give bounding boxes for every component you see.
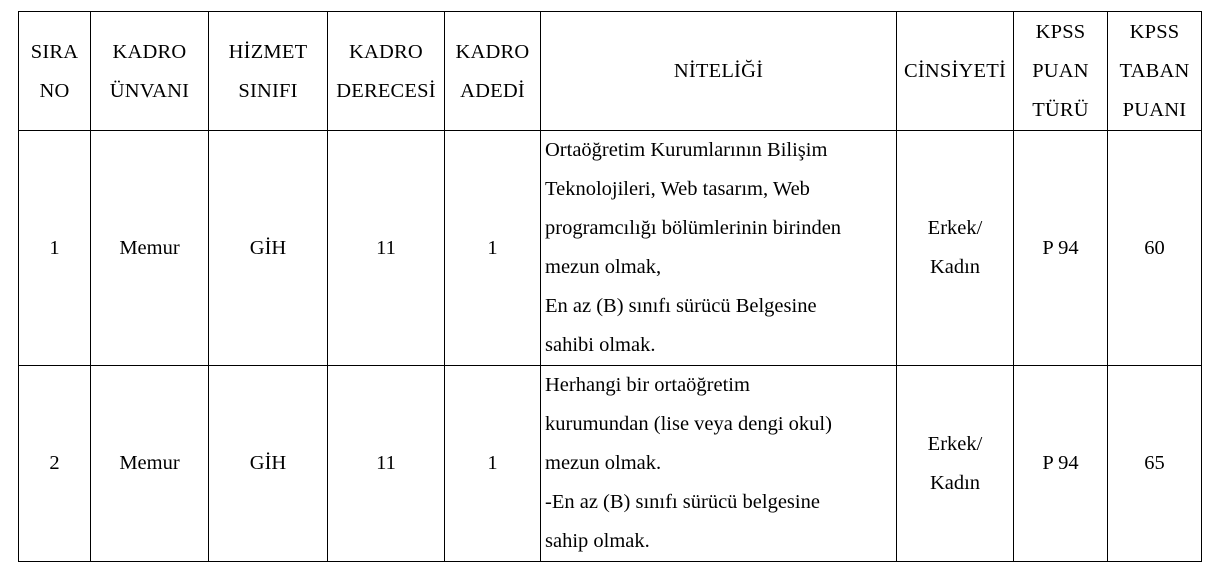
table-header-row: [19, 12, 1202, 131]
cell-niteligi: Herhangi bir ortaöğretim kurumundan (lise veya dengi okul) mezun olmak. -En az (B) sınıfı sürücü belgesine sahip olmak.: [541, 366, 897, 562]
cell-kadro-adedi: 1: [445, 366, 541, 562]
cell-kadro-derecesi: 11: [328, 131, 445, 366]
cell-kadro-unvani: Memur: [91, 366, 209, 562]
header-cinsiyeti: CİNSİYETİ: [897, 12, 1014, 131]
header-kadro-adedi: KADRO ADEDİ: [445, 12, 541, 131]
cell-cinsiyeti: Erkek/ Kadın: [897, 366, 1014, 562]
kadro-table: [18, 11, 1202, 562]
cell-kpss-taban-puani: 65: [1108, 366, 1202, 562]
header-kpss-puan-turu: KPSS PUAN TÜRÜ: [1014, 12, 1108, 131]
cell-kadro-derecesi: 11: [328, 366, 445, 562]
cell-kadro-unvani: Memur: [91, 131, 209, 366]
cell-hizmet-sinifi: GİH: [209, 366, 328, 562]
cell-hizmet-sinifi: GİH: [209, 131, 328, 366]
cell-cinsiyeti: Erkek/ Kadın: [897, 131, 1014, 366]
header-kpss-taban-puani: KPSS TABAN PUANI: [1108, 12, 1202, 131]
table-row: [19, 366, 1202, 562]
header-sira-no: SIRA NO: [19, 12, 91, 131]
header-hizmet-sinifi: HİZMET SINIFI: [209, 12, 328, 131]
cell-niteligi: Ortaöğretim Kurumlarının Bilişim Teknolojileri, Web tasarım, Web programcılığı bölümlerinin birinden mezun olmak, En az (B) sınıfı sürücü Belgesine sahibi olmak.: [541, 131, 897, 366]
cell-sira-no: 1: [19, 131, 91, 366]
cell-kadro-adedi: 1: [445, 131, 541, 366]
header-kadro-derecesi: KADRO DERECESİ: [328, 12, 445, 131]
cell-kpss-taban-puani: 60: [1108, 131, 1202, 366]
header-niteligi: NİTELİĞİ: [541, 12, 897, 131]
table-row: [19, 131, 1202, 366]
cell-kpss-puan-turu: P 94: [1014, 366, 1108, 562]
header-kadro-unvani: KADRO ÜNVANI: [91, 12, 209, 131]
cell-kpss-puan-turu: P 94: [1014, 131, 1108, 366]
cell-sira-no: 2: [19, 366, 91, 562]
